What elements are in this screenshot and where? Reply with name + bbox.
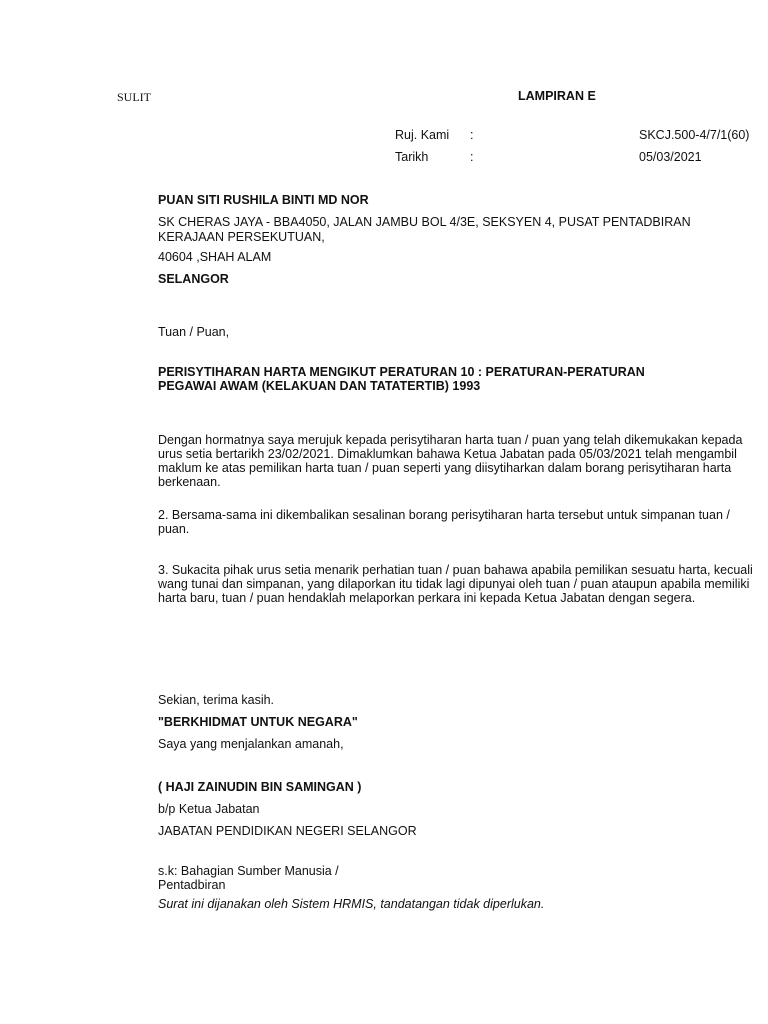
motto: "BERKHIDMAT UNTUK NEGARA" — [158, 715, 358, 729]
date-label: Tarikh — [395, 150, 429, 164]
reference-label: Ruj. Kami — [395, 128, 450, 142]
date-colon: : — [470, 150, 474, 164]
cc-line1: s.k: Bahagian Sumber Manusia / — [158, 864, 339, 878]
closing-thanks: Sekian, terima kasih. — [158, 693, 275, 707]
subject-line1: PERISYTIHARAN HARTA MENGIKUT PERATURAN 10 : PERATURAN-PERATURAN — [158, 365, 645, 379]
department-name: JABATAN PENDIDIKAN NEGERI SELANGOR — [158, 824, 417, 838]
system-generated-note: Surat ini dijanakan oleh Sistem HRMIS, tandatangan tidak diperlukan. — [158, 897, 545, 911]
recipient-address-line2: KERAJAAN PERSEKUTUAN, — [158, 230, 325, 244]
salutation: Tuan / Puan, — [158, 325, 230, 339]
paragraph-3-line1: 3. Sukacita pihak urus setia menarik perhatian tuan / puan bahawa apabila pemilikan sesuatu harta, kecuali — [158, 563, 753, 577]
subject-line2: PEGAWAI AWAM (KELAKUAN DAN TATATERTIB) 1993 — [158, 379, 481, 393]
date-value: 05/03/2021 — [639, 150, 702, 164]
recipient-postcode-city: 40604 ,SHAH ALAM — [158, 250, 272, 264]
reference-number: SKCJ.500-4/7/1(60) — [639, 128, 750, 142]
paragraph-1-line1: Dengan hormatnya saya merujuk kepada perisytiharan harta tuan / puan yang telah dikemukakan kepada — [158, 433, 743, 447]
paragraph-1-line3: maklum ke atas pemilikan harta tuan / puan seperti yang diisytiharkan dalam borang perisytiharan harta — [158, 461, 732, 475]
recipient-state: SELANGOR — [158, 272, 229, 286]
paragraph-2-line2: puan. — [158, 522, 190, 536]
paragraph-2-line1: 2. Bersama-sama ini dikembalikan sesalinan borang perisytiharan harta tersebut untuk simpanan tuan / — [158, 508, 730, 522]
paragraph-1-line4: berkenaan. — [158, 475, 221, 489]
closing-trust: Saya yang menjalankan amanah, — [158, 737, 344, 751]
classification-label: SULIT — [117, 90, 151, 104]
attachment-label: LAMPIRAN E — [518, 89, 596, 103]
signatory-name: ( HAJI ZAINUDIN BIN SAMINGAN ) — [158, 780, 362, 794]
paragraph-3-line2: wang tunai dan simpanan, yang dilaporkan itu tidak lagi dipunyai oleh tuan / puan ataupun apabila memiliki — [158, 577, 750, 591]
on-behalf-of: b/p Ketua Jabatan — [158, 802, 260, 816]
paragraph-1-line2: urus setia bertarikh 23/02/2021. Dimaklumkan bahawa Ketua Jabatan pada 05/03/2021 telah mengambil — [158, 447, 737, 461]
paragraph-3-line3: harta baru, tuan / puan hendaklah melaporkan perkara ini kepada Ketua Jabatan dengan segera. — [158, 591, 696, 605]
recipient-address-line1: SK CHERAS JAYA - BBA4050, JALAN JAMBU BOL 4/3E, SEKSYEN 4, PUSAT PENTADBIRAN — [158, 215, 691, 229]
recipient-name: PUAN SITI RUSHILA BINTI MD NOR — [158, 193, 369, 207]
cc-line2: Pentadbiran — [158, 878, 226, 892]
reference-colon: : — [470, 128, 474, 142]
